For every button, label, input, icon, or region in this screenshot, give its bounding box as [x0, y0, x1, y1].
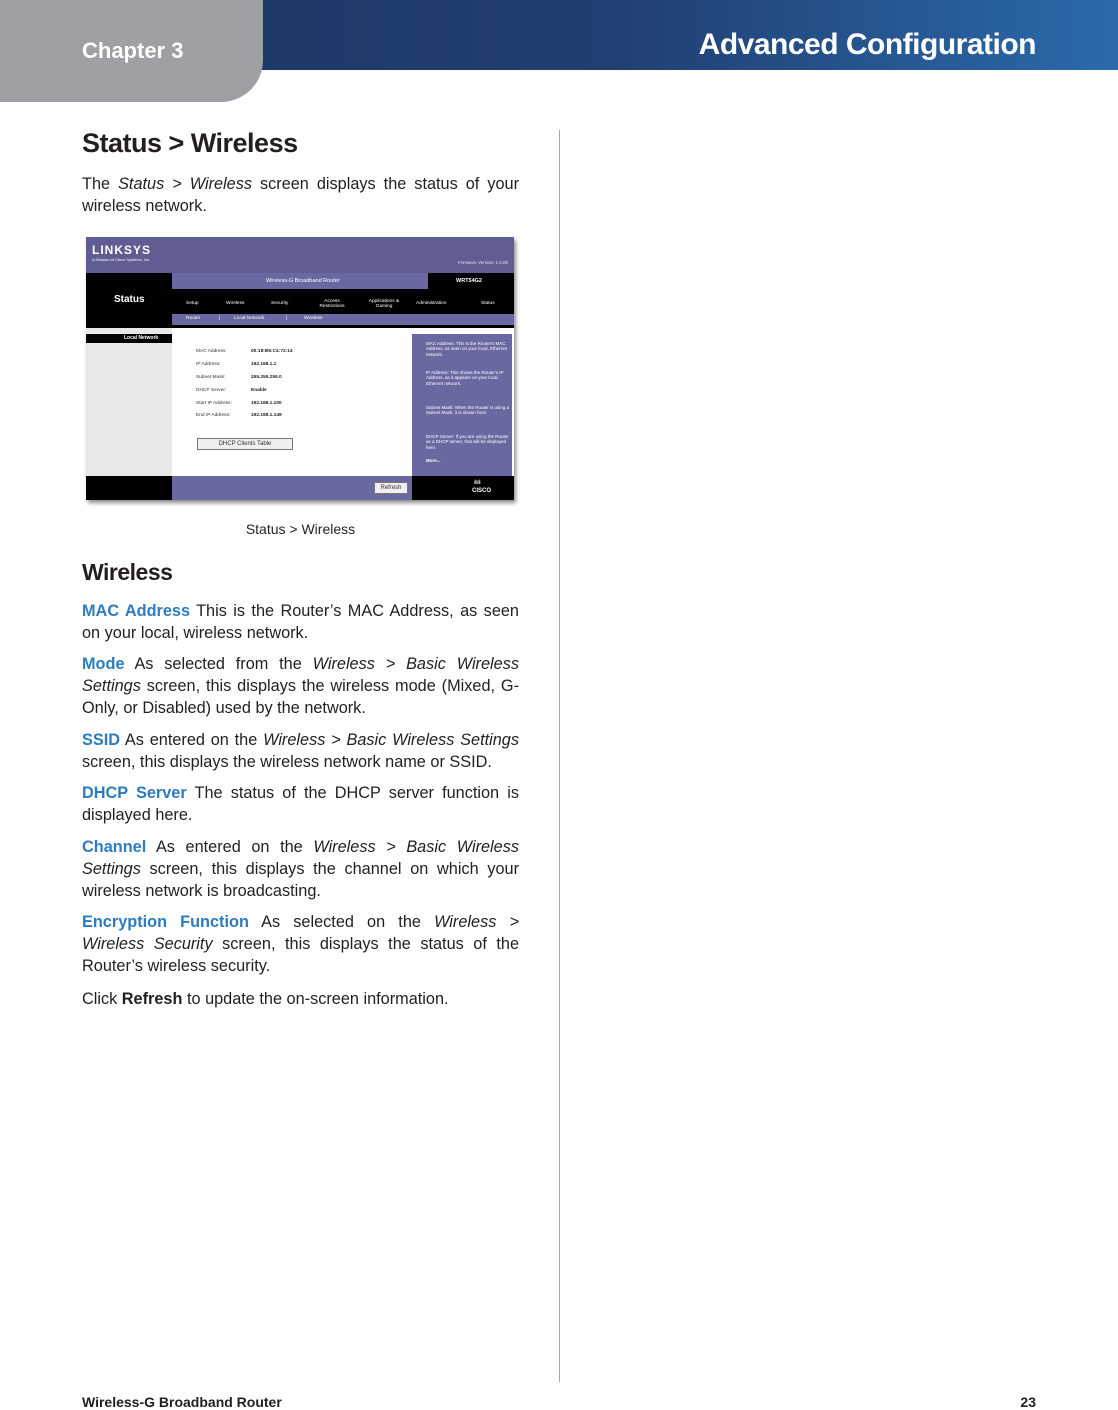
- help-text: MAC Address: This is the Router's MAC Address, as seen on your local, Ethernet network.: [426, 341, 508, 357]
- help-text: DHCP Server: If you are using the Router as a DHCP server, that will be displayed here.: [426, 434, 509, 450]
- header-title: Advanced Configuration: [698, 28, 1036, 61]
- term-label: Mode: [82, 655, 125, 673]
- subnav-local-network: Local Network: [234, 316, 265, 321]
- help-more-link: More...: [426, 458, 441, 463]
- encryption-paragraph: Encryption Function As selected on the Wireless > Wireless Security screen, this displays the status of the Router’s wireless security.: [82, 913, 519, 975]
- nav-status: Status: [481, 301, 495, 306]
- page-number: 23: [1020, 1394, 1036, 1410]
- field-label: MAC Address:: [196, 349, 227, 354]
- subnav-separator: |: [286, 316, 288, 321]
- shot-left-panel: [86, 328, 172, 500]
- help-text: Subnet Mask: When the Router is using a Subnet Mask, it is shown here.: [426, 405, 510, 416]
- cisco-logo-icon: ılıılı: [474, 480, 481, 486]
- ssid-paragraph: SSID As entered on the Wireless > Basic Wireless Settings screen, this displays the wireless network name or SSID.: [82, 731, 519, 771]
- nav-wireless: Wireless: [226, 301, 245, 306]
- linksys-logo: LINKSYS: [92, 243, 152, 257]
- field-label: End IP Address:: [196, 413, 231, 418]
- field-value: 192.168.1.149: [251, 413, 282, 418]
- nav-administration: Administration: [416, 301, 447, 306]
- nav-setup: Setup: [186, 301, 199, 306]
- field-value: 192.168.1.1: [251, 362, 277, 367]
- chapter-label: Chapter 3: [82, 38, 184, 63]
- mode-paragraph: Mode As selected from the Wireless > Basic Wireless Settings screen, this displays the wireless mode (Mixed, G-Only, or Disabled) used by the network.: [82, 655, 519, 717]
- field-value: 255.255.255.0: [251, 375, 282, 380]
- dhcp-clients-table-button: DHCP Clients Table: [197, 438, 293, 450]
- section-heading: Status > Wireless: [82, 128, 298, 158]
- nav-applications-gaming: Applications & Gaming: [368, 299, 400, 309]
- cisco-logo-text: CISCO: [472, 488, 492, 494]
- term-label: Channel: [82, 838, 147, 856]
- field-label: Subnet Mask:: [196, 375, 226, 380]
- help-text: IP Address: This shows the Router's IP Address, as it appears on your local, Ethernet network.: [426, 370, 504, 386]
- firmware-version: Firmware Version: 1.0.00: [457, 260, 508, 265]
- term-label: Encryption Function: [82, 913, 249, 931]
- field-value: 192.168.1.100: [251, 401, 282, 406]
- figure-caption: Status > Wireless: [245, 521, 356, 537]
- term-label: MAC Address: [82, 602, 191, 620]
- footer-product-name: Wireless-G Broadband Router: [82, 1394, 282, 1410]
- field-label: Start IP Address:: [196, 401, 232, 406]
- refresh-instruction: Click Refresh to update the on-screen information.: [82, 990, 449, 1008]
- field-label: DHCP Server:: [196, 388, 227, 393]
- refresh-button: Refresh: [374, 482, 408, 494]
- left-panel-label: Local Network: [124, 335, 159, 341]
- subnav-wireless: Wireless: [304, 316, 323, 321]
- column-divider: [559, 130, 560, 1382]
- product-name: Wireless-G Broadband Router: [266, 278, 340, 284]
- router-screenshot: [86, 237, 514, 500]
- mac-address-paragraph: MAC Address This is the Router’s MAC Address, as seen on your local, wireless network.: [82, 602, 519, 642]
- model-number: WRT54G2: [456, 278, 482, 284]
- subnav-separator: |: [219, 316, 221, 321]
- nav-security: Security: [271, 301, 289, 306]
- sub-nav: [172, 314, 514, 325]
- field-value: Enable: [251, 388, 267, 393]
- intro-paragraph: The Status > Wireless screen displays the status of your wireless network.: [82, 175, 519, 215]
- field-value: 00:18:B6:C4:72:14: [251, 349, 293, 354]
- subnav-router: Router: [186, 316, 201, 321]
- wireless-heading: Wireless: [82, 559, 173, 585]
- linksys-logo-subtitle: A Division of Cisco Systems, Inc.: [92, 257, 151, 262]
- term-label: SSID: [82, 731, 121, 749]
- dhcp-server-paragraph: DHCP Server The status of the DHCP server function is displayed here.: [82, 784, 519, 824]
- channel-paragraph: Channel As entered on the Wireless > Basic Wireless Settings screen, this displays the channel on which your wireless network is broadcasting.: [82, 838, 520, 900]
- nav-access-restrictions: Access Restrictions: [319, 299, 345, 309]
- field-label: IP Address:: [196, 362, 221, 367]
- term-label: DHCP Server: [82, 784, 187, 802]
- status-label: Status: [114, 294, 145, 305]
